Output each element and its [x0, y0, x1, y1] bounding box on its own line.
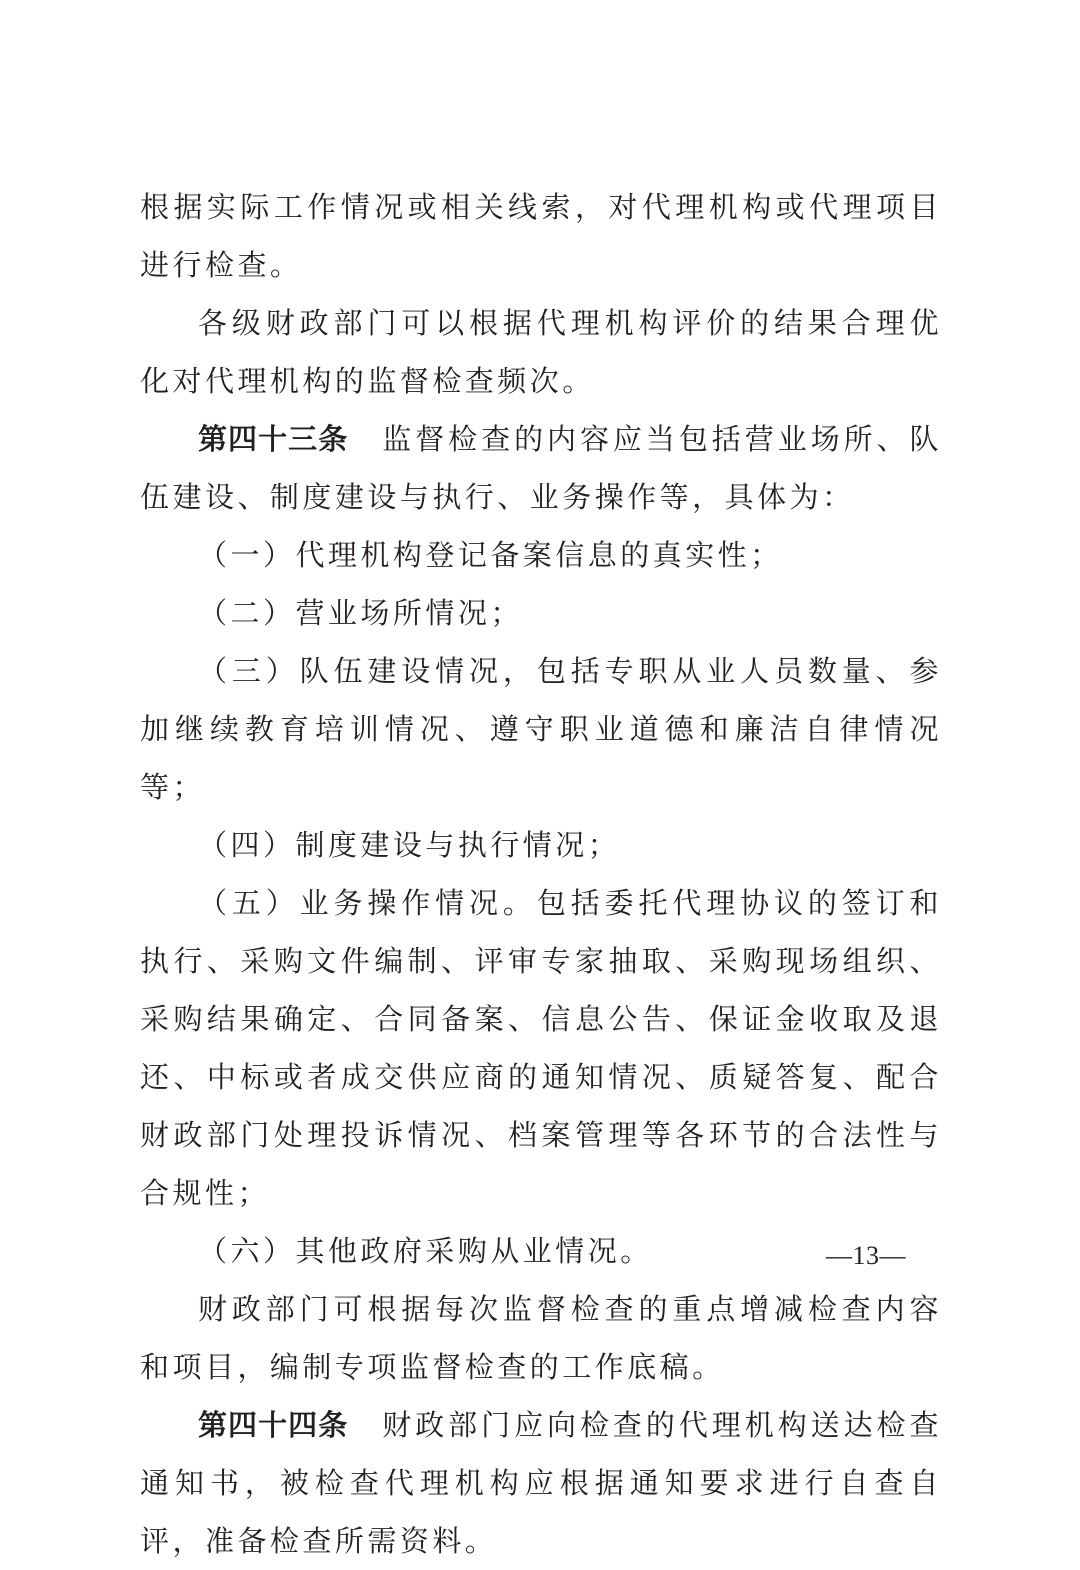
paragraph-text: （三）队伍建设情况，包括专职从业人员数量、参加继续教育培训情况、遵守职业道德和廉洁自律情况等； [140, 654, 942, 804]
paragraph-text: 监督检查的内容应当包括营业场所、队伍建设、制度建设与执行、业务操作等，具体为： [140, 422, 942, 514]
article-heading: 第四十四条 [198, 1408, 349, 1442]
paragraph-text: （二）营业场所情况； [198, 596, 523, 630]
list-item-4 [140, 816, 942, 874]
article-44 [140, 1396, 942, 1570]
paragraph-text: 各级财政部门可以根据代理机构评价的结果合理优化对代理机构的监督检查频次。 [140, 306, 942, 398]
list-item-6 [140, 1222, 942, 1280]
list-item-5 [140, 874, 942, 1222]
article-43 [140, 410, 942, 526]
paragraph-10 [140, 1280, 942, 1396]
paragraph-text: （一）代理机构登记备案信息的真实性； [198, 538, 783, 572]
list-item-1 [140, 526, 942, 584]
paragraph-text: （四）制度建设与执行情况； [198, 828, 621, 862]
article-heading: 第四十三条 [198, 422, 349, 456]
paragraph-text: （五）业务操作情况。包括委托代理协议的签订和执行、采购文件编制、评审专家抽取、采购现场组织、采购结果确定、合同备案、信息公告、保证金收取及退还、中标或者成交供应商的通知情况、质疑答复、配合财政部门处理投诉情况、档案管理等各环节的合法性与合规性； [140, 886, 942, 1210]
page-number: —13— [826, 1241, 907, 1270]
paragraph-1 [140, 178, 942, 294]
list-item-2 [140, 584, 942, 642]
paragraph-text: 根据实际工作情况或相关线索，对代理机构或代理项目进行检查。 [140, 190, 942, 282]
list-item-3 [140, 642, 942, 816]
paragraph-text: 财政部门可根据每次监督检查的重点增减检查内容和项目，编制专项监督检查的工作底稿。 [140, 1292, 942, 1384]
document-body [140, 178, 942, 1570]
paragraph-text: 财政部门应向检查的代理机构送达检查通知书，被检查代理机构应根据通知要求进行自查自评，准备检查所需资料。 [140, 1408, 942, 1558]
paragraph-text: （六）其他政府采购从业情况。 [198, 1234, 653, 1268]
paragraph-2 [140, 294, 942, 410]
